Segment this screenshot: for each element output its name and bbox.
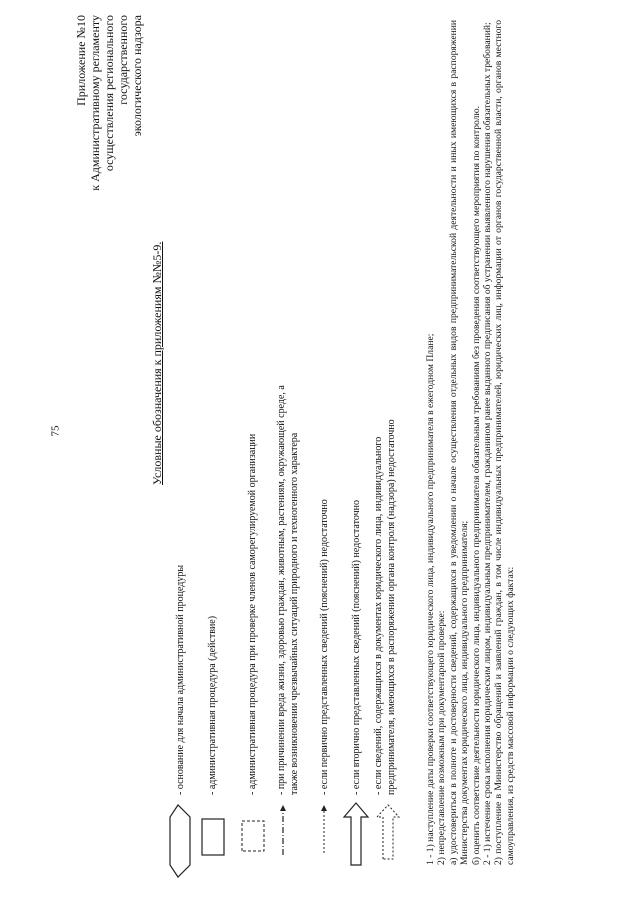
dashed-block-arrow-symbol xyxy=(372,785,406,905)
appendix-line: Приложение №10 xyxy=(74,15,88,106)
block-arrow-symbol xyxy=(340,785,374,905)
appendix-header xyxy=(74,15,144,905)
note-paragraph: 2) непредставление возможным при документарной проверке: xyxy=(436,610,448,865)
dash-dot-arrow-symbol xyxy=(275,785,305,905)
rectangle-symbol xyxy=(200,785,240,905)
note-paragraph: 2 - 1) истечение срока исполнения юридическим лицом, индивидуальным предпринимателем, гражданином ранее выданного предписания об устранении выявленного нарушения обязательных требований; xyxy=(482,22,494,865)
legend-text: - если вторично представленных сведений (пояснений) недостаточно xyxy=(351,500,362,795)
legend-text: - если сведений, содержащихся в документах юридического лица, индивидуального предпринимателя, имеющихся в распоряжении органа контроля (надзора) недостаточно xyxy=(373,419,397,795)
notes-block xyxy=(425,20,516,865)
note-paragraph: а) удостовериться в полноте и достоверности сведений, содержащихся в уведомлении о начале осуществления отдельных видов предпринимательской деятельности и иных имеющихся в распоряжении Министерства документах юридического лица, индивидуального предпринимателя; xyxy=(447,20,471,865)
legend-title: Условные обозначения к приложениям №№5-9. xyxy=(150,241,164,485)
note-paragraph: б) оценить соответствие деятельности юридического лица, индивидуального предпринимателя обязательным требованиям без проведения соответствующего мероприятия по контролю. xyxy=(470,105,482,865)
appendix-line: экологического надзора xyxy=(130,15,144,137)
appendix-line: осуществления регионального xyxy=(102,15,116,172)
legend-text: - административная процедура при проверке членов саморегулируемой организации xyxy=(247,433,258,795)
legend-text: - основание для начала административной процедуры xyxy=(175,564,186,795)
page-number: 75 xyxy=(49,425,62,437)
dashed-rectangle-symbol xyxy=(240,785,280,905)
note-paragraph: 2) поступление в Министерство обращений и заявлений граждан, в том числе индивидуальных предпринимателей, юридических лиц, информации от органов государственной власти, органов местного самоуправления, из средств массовой информации о следующих фактах: xyxy=(493,20,516,865)
legend-text: - если первично представленных сведений (пояснений) недостаточно xyxy=(319,499,330,795)
note-paragraph: 1 - 1) наступление даты проверки соответствующего юридического лица, индивидуального предпринимателя в ежегодном Плане; xyxy=(425,333,436,865)
appendix-line: государственного xyxy=(116,15,130,105)
appendix-line: к Административному регламенту xyxy=(88,15,102,191)
legend-text: - при причинении вреда жизни, здоровью граждан, животным, растениям, окружающей среде, а также возникновении чрезвычайных ситуаций природного и техногенного характера xyxy=(276,385,300,795)
legend-text: - административная процедура (действие) xyxy=(207,615,218,795)
